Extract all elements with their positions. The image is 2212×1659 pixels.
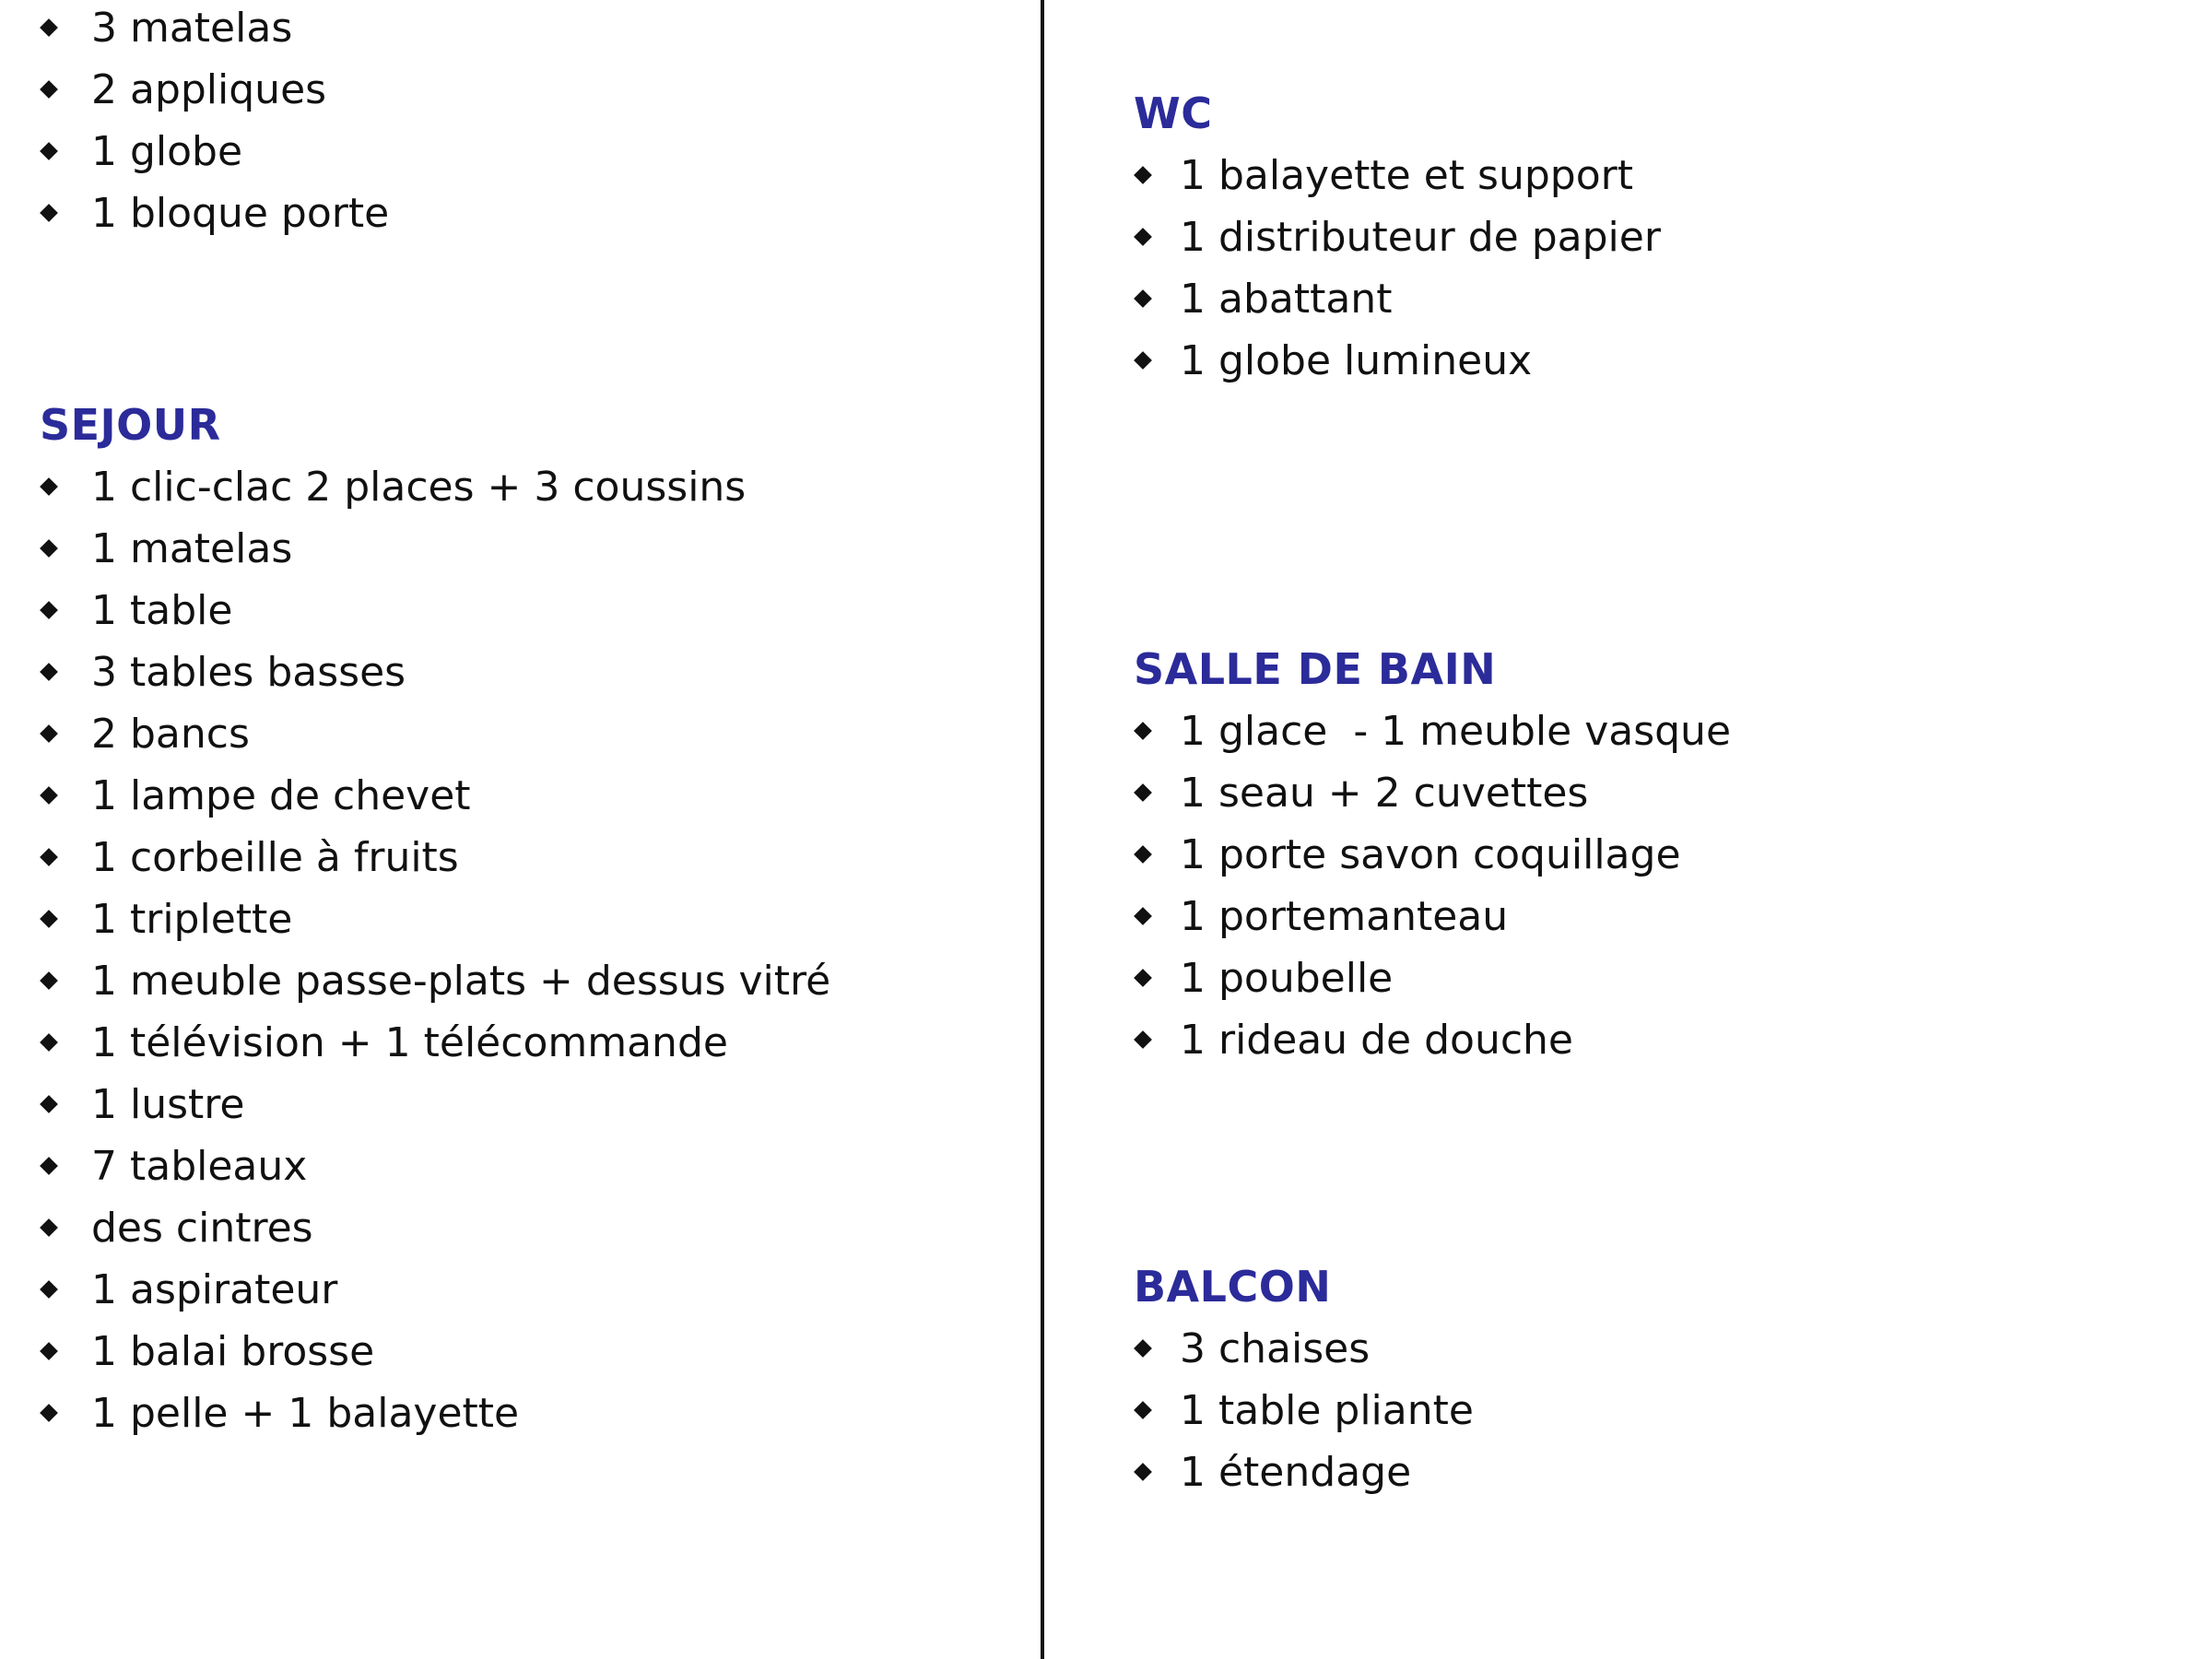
bullet-diamond-icon <box>40 601 58 619</box>
section-sejour <box>40 394 830 1444</box>
item-label: 1 table pliante <box>1180 1387 1474 1434</box>
bullet-diamond-icon <box>40 971 58 990</box>
item-label: 1 balai brosse <box>91 1328 375 1375</box>
bullet-diamond-icon <box>1134 228 1152 246</box>
bullet-diamond-icon <box>40 539 58 558</box>
bullet-diamond-icon <box>40 1218 58 1237</box>
list-item <box>40 518 830 580</box>
bullet-diamond-icon <box>40 1280 58 1299</box>
list-item <box>40 765 830 827</box>
list-item <box>40 1382 830 1444</box>
section-title-salle-de-bain: SALLE DE BAIN <box>1134 644 1497 694</box>
item-label: 1 triplette <box>91 896 293 943</box>
item-label: 1 globe <box>91 128 243 175</box>
item-label: 1 balayette et support <box>1180 152 1633 199</box>
item-label: 1 clic-clac 2 places + 3 coussins <box>91 464 747 511</box>
item-label: 1 seau + 2 cuvettes <box>1180 770 1589 817</box>
section-title-balcon: BALCON <box>1134 1262 1332 1312</box>
bullet-diamond-icon <box>1134 351 1152 370</box>
list-item <box>40 182 389 244</box>
bullet-diamond-icon <box>40 1342 58 1360</box>
bullet-diamond-icon <box>1134 1030 1152 1049</box>
list-item <box>1134 1380 1474 1441</box>
bullet-diamond-icon <box>40 910 58 928</box>
item-label: 3 matelas <box>91 5 293 52</box>
list-item <box>40 703 830 765</box>
list-item <box>40 121 389 182</box>
bullet-diamond-icon <box>1134 1401 1152 1419</box>
list-item <box>40 950 830 1012</box>
section-balcon <box>1134 1256 1474 1503</box>
list-item <box>1134 1318 1474 1380</box>
list-item <box>1134 1441 1474 1503</box>
list-item <box>1134 886 1731 947</box>
list-item <box>40 1074 830 1135</box>
item-label: 1 table <box>91 587 233 634</box>
item-list <box>40 0 389 244</box>
item-label: 1 lampe de chevet <box>91 772 471 819</box>
bullet-diamond-icon <box>40 663 58 681</box>
item-label: 1 meuble passe-plats + dessus vitré <box>91 958 831 1005</box>
bullet-diamond-icon <box>40 1404 58 1422</box>
column-divider <box>1041 0 1044 1659</box>
list-item <box>40 1012 830 1074</box>
section-title-sejour: SEJOUR <box>40 400 221 450</box>
item-label: 1 télévision + 1 télécommande <box>91 1019 728 1066</box>
section-salle-de-bain <box>1134 639 1731 1071</box>
item-label: 1 corbeille à fruits <box>91 834 459 881</box>
item-label: 1 poubelle <box>1180 955 1394 1002</box>
bullet-diamond-icon <box>40 1033 58 1052</box>
bullet-diamond-icon <box>40 786 58 805</box>
item-label: 2 appliques <box>91 66 327 113</box>
list-item <box>40 580 830 641</box>
item-label: 1 globe lumineux <box>1180 337 1533 384</box>
item-label: 1 lustre <box>91 1081 245 1128</box>
bullet-diamond-icon <box>40 80 58 99</box>
bullet-diamond-icon <box>1134 907 1152 925</box>
bullet-diamond-icon <box>1134 1339 1152 1358</box>
list-item <box>1134 824 1731 886</box>
list-item <box>1134 268 1661 330</box>
bullet-diamond-icon <box>1134 722 1152 740</box>
section-title-wc: WC <box>1134 88 1213 138</box>
list-item <box>40 1259 830 1321</box>
item-label: 1 matelas <box>91 525 293 572</box>
list-item <box>1134 1009 1731 1071</box>
bullet-diamond-icon <box>40 142 58 160</box>
item-label: 1 portemanteau <box>1180 893 1509 940</box>
bullet-diamond-icon <box>1134 1463 1152 1481</box>
bullet-diamond-icon <box>40 848 58 866</box>
section-top-left <box>40 0 389 244</box>
item-list <box>1134 700 1731 1071</box>
bullet-diamond-icon <box>40 18 58 37</box>
bullet-diamond-icon <box>1134 289 1152 308</box>
item-label: 1 rideau de douche <box>1180 1017 1574 1064</box>
item-label: 2 bancs <box>91 711 250 758</box>
item-label: 1 aspirateur <box>91 1266 338 1313</box>
item-list <box>1134 1318 1474 1503</box>
bullet-diamond-icon <box>40 1095 58 1113</box>
bullet-diamond-icon <box>1134 166 1152 184</box>
item-list <box>40 456 830 1444</box>
item-label: 3 chaises <box>1180 1325 1371 1372</box>
list-item <box>40 0 389 59</box>
list-item <box>40 1135 830 1197</box>
list-item <box>40 456 830 518</box>
list-item <box>40 827 830 888</box>
bullet-diamond-icon <box>40 477 58 496</box>
item-label: 1 glace - 1 meuble vasque <box>1180 708 1732 755</box>
bullet-diamond-icon <box>40 724 58 743</box>
item-label: 7 tableaux <box>91 1143 308 1190</box>
list-item <box>1134 700 1731 762</box>
list-item <box>1134 762 1731 824</box>
list-item <box>1134 330 1661 392</box>
item-list <box>1134 145 1661 392</box>
item-label: 1 abattant <box>1180 276 1393 323</box>
bullet-diamond-icon <box>1134 783 1152 802</box>
item-label: 1 étendage <box>1180 1449 1412 1496</box>
item-label: 1 bloque porte <box>91 190 390 237</box>
list-item <box>40 1321 830 1382</box>
list-item <box>40 641 830 703</box>
item-label: 3 tables basses <box>91 649 406 696</box>
list-item <box>1134 947 1731 1009</box>
item-label: des cintres <box>91 1205 313 1252</box>
list-item <box>1134 206 1661 268</box>
list-item <box>40 1197 830 1259</box>
bullet-diamond-icon <box>1134 969 1152 987</box>
bullet-diamond-icon <box>1134 845 1152 864</box>
bullet-diamond-icon <box>40 1157 58 1175</box>
list-item <box>1134 145 1661 206</box>
list-item <box>40 888 830 950</box>
item-label: 1 pelle + 1 balayette <box>91 1390 520 1437</box>
list-item <box>40 59 389 121</box>
section-wc <box>1134 83 1661 392</box>
item-label: 1 porte savon coquillage <box>1180 831 1681 878</box>
bullet-diamond-icon <box>40 204 58 222</box>
item-label: 1 distributeur de papier <box>1180 214 1661 261</box>
